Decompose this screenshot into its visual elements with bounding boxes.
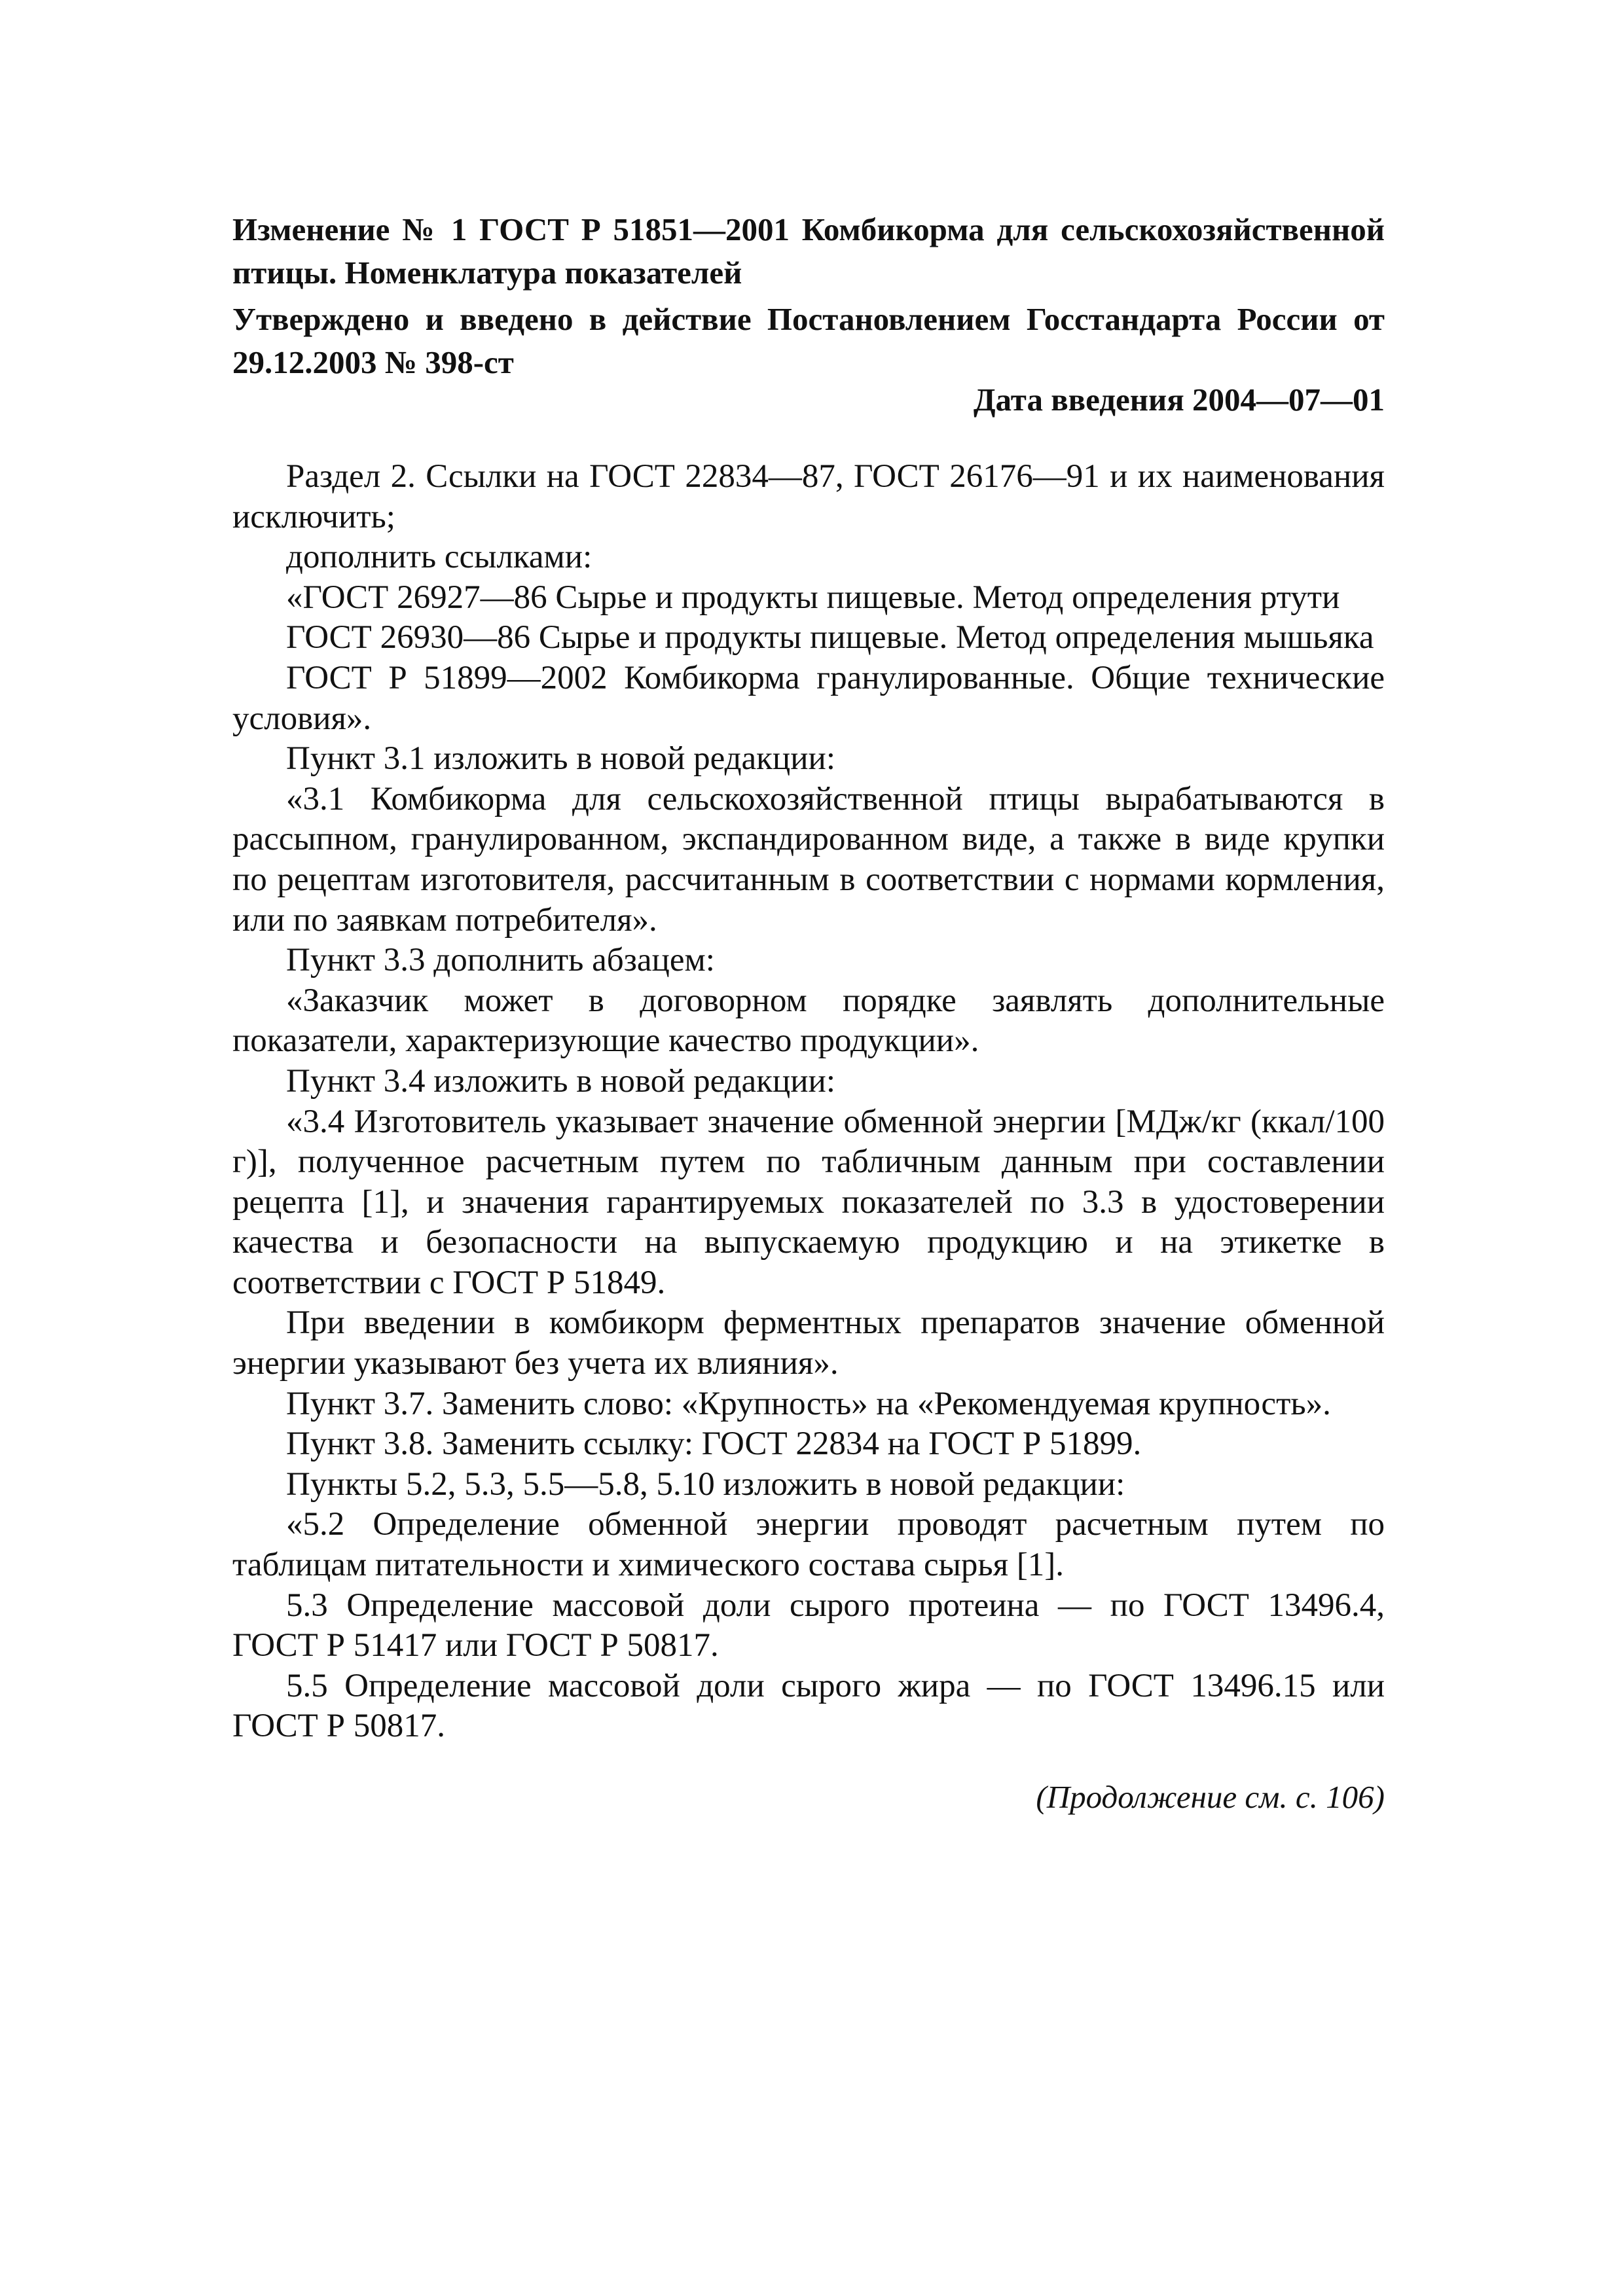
paragraph: Пункт 3.7. Заменить слово: «Крупность» на «Рекомендуемая крупность». xyxy=(286,1385,1331,1422)
paragraph: дополнить ссылками: xyxy=(286,539,593,576)
paragraph: При введении в комбикорм ферментных препаратов значение обменной энергии указывают без учета их влияния». xyxy=(232,1304,1385,1382)
paragraph: ГОСТ 26930—86 Сырье и продукты пищевые. Метод определения мышьяка xyxy=(286,619,1374,656)
paragraph: 5.3 Определение массовой доли сырого протеина — по ГОСТ 13496.4, ГОСТ Р 51417 или ГОСТ Р 50817. xyxy=(232,1587,1385,1664)
approval-statement: Утверждено и введено в действие Постановлением Госстандарта России от 29.12.2003 № 398-ст xyxy=(232,301,1385,380)
paragraph: «ГОСТ 26927—86 Сырье и продукты пищевые. Метод определения ртути xyxy=(286,579,1340,616)
paragraph: «3.4 Изготовитель указывает значение обменной энергии [МДж/кг (ккал/100 г)], полученное расчетным путем по табличным данным при составлении рецепта [1], и значения гарантируемых показателей по 3.3 в удостоверении качества и безопасности на выпускаемую продукцию и на этикетке в соответствии с ГОСТ Р 51849. xyxy=(232,1103,1385,1301)
paragraph: Пункты 5.2, 5.3, 5.5—5.8, 5.10 изложить в новой редакции: xyxy=(286,1465,1125,1503)
effective-date: Дата введения 2004—07—01 xyxy=(973,382,1385,418)
paragraph: «3.1 Комбикорма для сельскохозяйственной птицы вырабатываются в рассыпном, гранулированном, экспандированном виде, а также в виде крупки по рецептам изготовителя, рассчитанным в соответствии с нормами кормления, или по заявкам потребителя». xyxy=(232,780,1385,939)
paragraph: Раздел 2. Ссылки на ГОСТ 22834—87, ГОСТ 26176—91 и их наименования исключить; xyxy=(232,458,1385,535)
paragraph: Пункт 3.1 изложить в новой редакции: xyxy=(286,740,835,778)
paragraph: «Заказчик может в договорном порядке заявлять дополнительные показатели, характеризующие качество продукции». xyxy=(232,982,1385,1060)
continuation-note: (Продолжение см. с. 106) xyxy=(1036,1779,1385,1815)
document-title: Изменение № 1 ГОСТ Р 51851—2001 Комбикорма для сельскохозяйственной птицы. Номенклатура показателей xyxy=(232,211,1385,291)
paragraph: 5.5 Определение массовой доли сырого жира — по ГОСТ 13496.15 или ГОСТ Р 50817. xyxy=(232,1667,1385,1745)
paragraph: Пункт 3.4 изложить в новой редакции: xyxy=(286,1062,835,1100)
paragraph: ГОСТ Р 51899—2002 Комбикорма гранулированные. Общие технические условия». xyxy=(232,659,1385,737)
paragraph: «5.2 Определение обменной энергии проводят расчетным путем по таблицам питательности и химического состава сырья [1]. xyxy=(232,1506,1385,1584)
paragraph: Пункт 3.8. Заменить ссылку: ГОСТ 22834 на ГОСТ Р 51899. xyxy=(286,1426,1142,1463)
document-body xyxy=(232,457,1385,1747)
paragraph: Пункт 3.3 дополнить абзацем: xyxy=(286,942,715,979)
